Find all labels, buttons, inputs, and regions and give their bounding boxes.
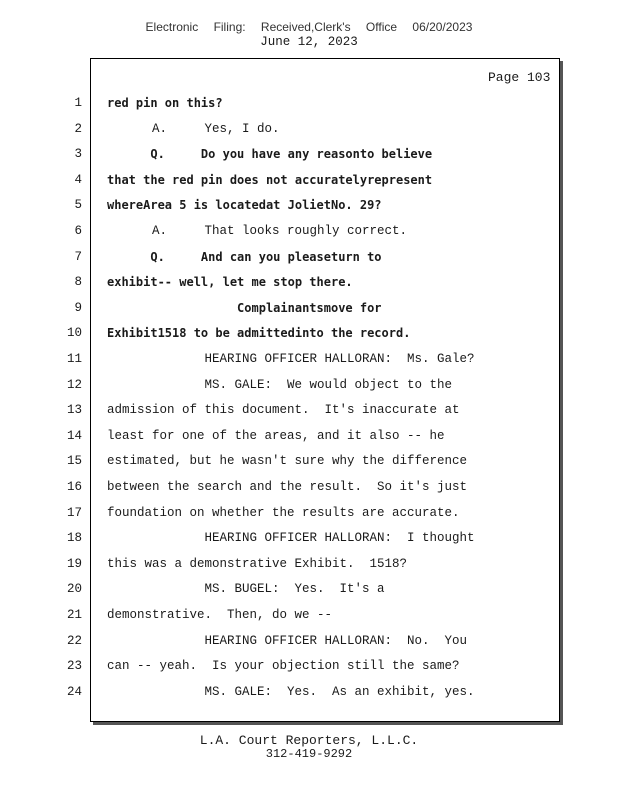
transcript-line: that the red pin does not accuratelyrepresent [107,173,433,187]
filing-stamp [0,20,618,34]
transcript-line: MS. BUGEL: Yes. It's a [107,582,385,596]
line-number: 4 [74,173,82,187]
line-number: 14 [66,429,82,443]
transcript-line: between the search and the result. So it's just [107,480,468,494]
transcript-line: exhibit-- well, let me stop there. [107,275,353,289]
transcript-line: admission of this document. It's inaccurate at [107,403,460,417]
line-number: 20 [66,582,82,596]
transcript-line: HEARING OFFICER HALLORAN: No. You [107,634,468,648]
transcript-line: MS. GALE: Yes. As an exhibit, yes. [107,685,475,699]
transcript-line: Complainantsmove for [107,301,382,315]
transcript-line: HEARING OFFICER HALLORAN: I thought [107,531,475,545]
transcript-date: June 12, 2023 [260,35,358,49]
transcript-line: HEARING OFFICER HALLORAN: Ms. Gale? [107,352,475,366]
stamp-word: Electronic [145,20,199,34]
stamp-word: Received,Clerk's [260,20,351,34]
transcript-line: Exhibit1518 to be admittedinto the record. [107,326,411,340]
line-number: 19 [66,557,82,571]
line-number: 3 [74,147,82,161]
transcript-line: red pin on this? [107,96,223,110]
line-number: 22 [66,634,82,648]
line-number: 23 [66,659,82,673]
line-number: 12 [66,378,82,392]
line-number: 21 [66,608,82,622]
line-number: 9 [74,301,82,315]
line-number: 6 [74,224,82,238]
line-number: 10 [66,326,82,340]
line-number: 17 [66,506,82,520]
stamp-date: 06/20/2023 [412,20,473,34]
transcript-line: foundation on whether the results are accurate. [107,506,460,520]
line-number: 5 [74,198,82,212]
transcript-line: whereArea 5 is locatedat JolietNo. 29? [107,198,382,212]
transcript-line: demonstrative. Then, do we -- [107,608,333,622]
line-number: 18 [66,531,82,545]
transcript-line: this was a demonstrative Exhibit. 1518? [107,557,408,571]
transcript-line: can -- yeah. Is your objection still the same? [107,659,460,673]
transcript-line: A. Yes, I do. [107,122,280,136]
line-number: 13 [66,403,82,417]
transcript-line: MS. GALE: We would object to the [107,378,453,392]
line-number: 1 [74,96,82,110]
transcript-line: Q. And can you pleaseturn to [107,250,382,264]
transcript-line: estimated, but he wasn't sure why the difference [107,454,468,468]
stamp-word: Filing: [213,20,246,34]
line-number: 11 [66,352,82,366]
page-number: Page 103 [488,70,551,85]
line-number: 7 [74,250,82,264]
reporter-phone: 312-419-9292 [265,747,353,761]
transcript-line: A. That looks roughly correct. [107,224,408,238]
transcript-line: least for one of the areas, and it also -- he [107,429,445,443]
reporter-firm: L.A. Court Reporters, L.L.C. [199,733,419,748]
line-number: 16 [66,480,82,494]
line-number: 24 [66,685,82,699]
line-number: 8 [74,275,82,289]
line-number: 2 [74,122,82,136]
stamp-word: Office [365,20,398,34]
line-number: 15 [66,454,82,468]
transcript-line: Q. Do you have any reasonto believe [107,147,433,161]
